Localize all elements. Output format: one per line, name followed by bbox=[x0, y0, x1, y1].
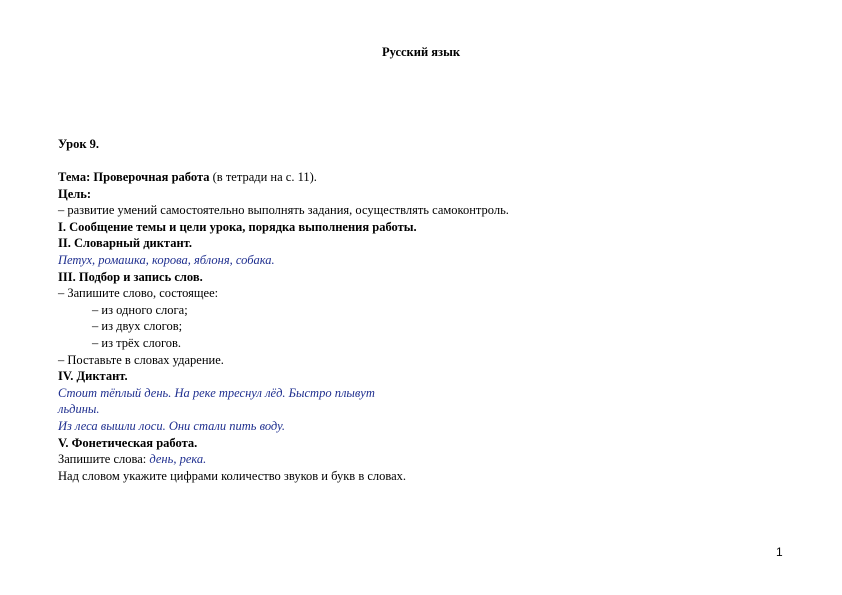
topic-note: (в тетради на с. 11). bbox=[212, 170, 317, 184]
dictation-line: льдины. bbox=[58, 402, 100, 417]
page-title: Русский язык bbox=[381, 45, 461, 59]
section-3-intro: – Запишите слово, состоящее: bbox=[58, 286, 219, 301]
topic-title: Проверочная работа bbox=[93, 170, 210, 184]
syllable-option: – из трёх слогов. bbox=[92, 335, 182, 350]
phonetic-task bbox=[58, 451, 798, 468]
lesson-content bbox=[58, 169, 798, 484]
phonetic-task-prefix: Запишите слова: bbox=[58, 452, 147, 467]
stress-instruction: – Поставьте в словах ударение. bbox=[58, 352, 224, 367]
dictation-words: Петух, ромашка, корова, яблоня, собака. bbox=[58, 252, 275, 267]
phonetic-task-words: день, река. bbox=[149, 452, 207, 467]
section-5-heading: V. Фонетическая работа. bbox=[58, 435, 198, 450]
goal-label: Цель: bbox=[58, 186, 92, 201]
section-4-heading: IV. Диктант. bbox=[58, 369, 128, 384]
dictation-line: Стоит тёплый день. На реке треснул лёд. Быстро плывут bbox=[58, 385, 375, 400]
syllable-option: – из двух слогов; bbox=[92, 319, 183, 334]
section-3-heading: III. Подбор и запись слов. bbox=[58, 269, 203, 284]
section-1-heading: I. Сообщение темы и цели урока, порядка выполнения работы. bbox=[58, 219, 417, 234]
section-2-heading: II. Словарный диктант. bbox=[58, 236, 192, 251]
topic-line bbox=[58, 169, 798, 186]
phonetic-instruction: Над словом укажите цифрами количество звуков и букв в словах. bbox=[58, 468, 407, 483]
dictation-line: Из леса вышли лоси. Они стали пить воду. bbox=[58, 418, 285, 433]
lesson-heading: Урок 9. bbox=[58, 137, 100, 151]
page-number: 1 bbox=[776, 545, 783, 559]
goal-item: – развитие умений самостоятельно выполнять задания, осуществлять самоконтроль. bbox=[58, 203, 509, 218]
syllable-option: – из одного слога; bbox=[92, 302, 188, 317]
topic-label: Тема: bbox=[58, 170, 91, 184]
